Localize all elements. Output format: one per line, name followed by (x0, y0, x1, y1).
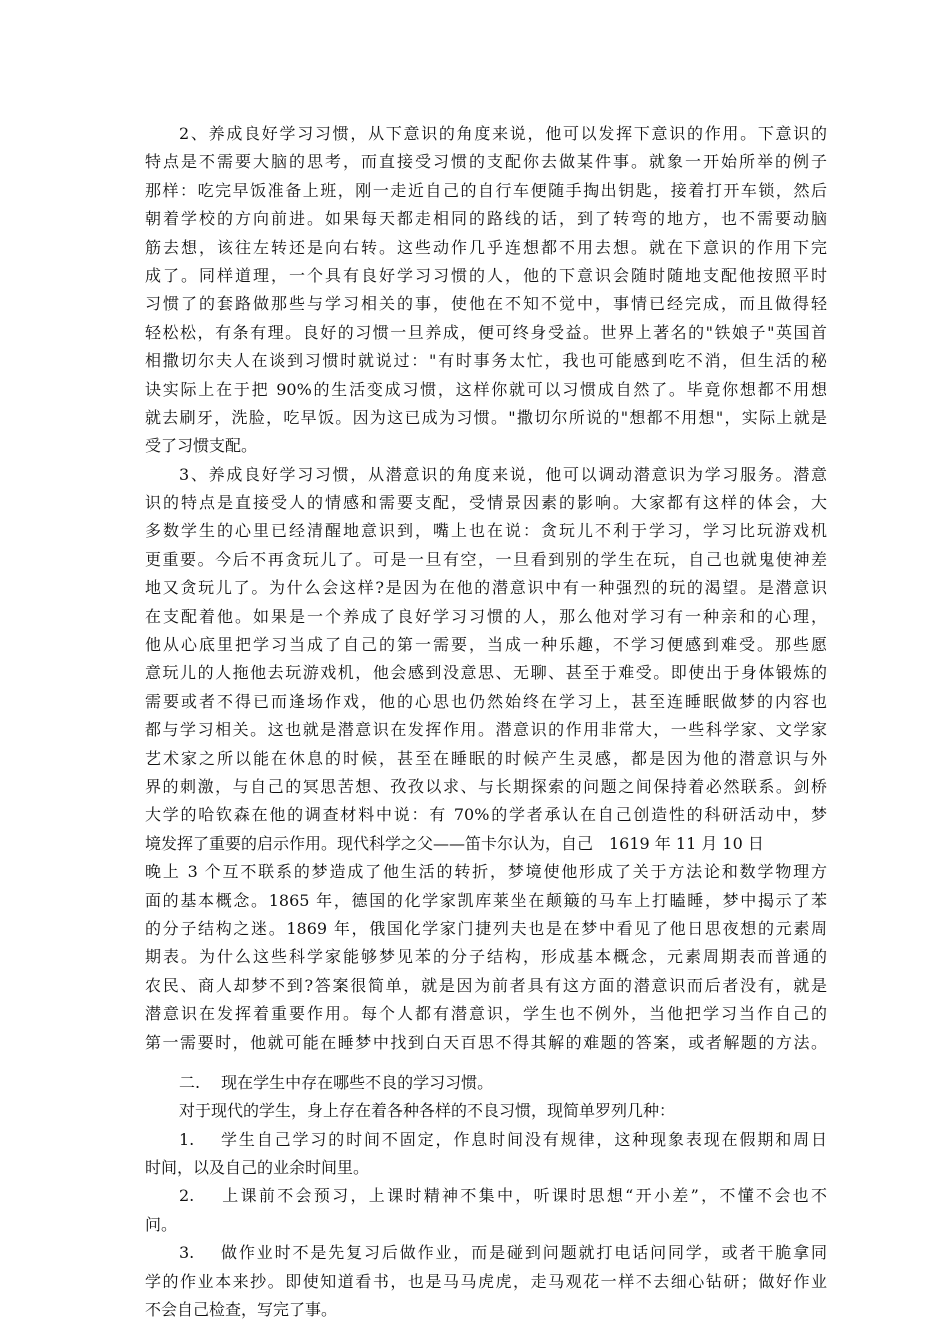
text-line: 地又贪玩儿了。为什么会这样?是因为在他的潜意识中有一种强烈的玩的渴望。是潜意识 (145, 578, 827, 598)
text-line: 3、养成良好学习习惯，从潜意识的角度来说，他可以调动潜意识为学习服务。潜意 (179, 464, 827, 484)
text-line: 多数学生的心里已经清醒地意识到，嘴上也在说：贪玩儿不利于学习，学习比玩游戏机 (145, 521, 827, 541)
text-line: 特点是不需要大脑的思考，而直接受习惯的支配你去做某件事。就象一开始所举的例子 (145, 152, 827, 172)
text-line: 界的刺激，与自己的冥思苦想、孜孜以求、与长期探索的问题之间保持着必然联系。剑桥 (145, 776, 827, 796)
text-line: 需要或者不得已而逢场作戏，他的心思也仍然始终在学习上，甚至连睡眠做梦的内容也 (145, 691, 827, 711)
text-line: 艺术家之所以能在休息的时候，甚至在睡眠的时候产生灵感，都是因为他的潜意识与外 (145, 748, 827, 768)
text-line: 都与学习相关。这也就是潜意识在发挥作用。潜意识的作用非常大，一些科学家、文学家 (145, 720, 827, 740)
text-line: 诀实际上在于把 90%的生活变成习惯，这样你就可以习惯成自然了。毕竟你想都不用想 (145, 379, 827, 399)
text-line: 的分子结构之迷。1869 年，俄国化学家门捷列夫也是在梦中看见了他日思夜想的元素周 (145, 918, 827, 938)
text-line: 对于现代的学生，身上存在着各种各样的不良习惯，现简单罗列几种： (179, 1101, 676, 1121)
text-line: 期表。为什么这些科学家能够梦见苯的分子结构，形成基本概念，元素周期表而普通的 (145, 947, 827, 967)
text-line: 识的特点是直接受人的情感和需要支配，受情景因素的影响。大家都有这样的体会，大 (145, 493, 827, 513)
text-line: 成了。同样道理，一个具有良好学习习惯的人，他的下意识会随时随地支配他按照平时 (145, 265, 827, 285)
text-line: 潜意识在发挥着重要作用。每个人都有潜意识，学生也不例外，当他把学习当作自己的 (145, 1004, 827, 1024)
text-line: 2. 上课前不会预习，上课时精神不集中，听课时思想“开小差”，不懂不会也不 (179, 1186, 827, 1206)
heading-line: 二. 现在学生中存在哪些不良的学习习惯。 (179, 1072, 494, 1092)
text-line: 不会自己检查，写完了事。 (145, 1300, 338, 1320)
text-line: 晚上 3 个互不联系的梦造成了他生活的转折，梦境使他形成了关于方法论和数学物理方 (145, 862, 827, 882)
text-line: 习惯了的套路做那些与学习相关的事，使他在不知不觉中，事情已经完成，而且做得轻 (145, 294, 827, 314)
text-line: 轻松松，有条有理。良好的习惯一旦养成，便可终身受益。世界上著名的"铁娘子"英国首 (145, 322, 827, 342)
text-line: 第一需要时，他就可能在睡梦中找到白天百思不得其解的难题的答案，或者解题的方法。 (145, 1032, 827, 1052)
text-line: 就去刷牙，洗脸，吃早饭。因为这已成为习惯。"撒切尔所说的"想都不用想"，实际上就是 (145, 407, 827, 427)
text-line: 2、养成良好学习习惯，从下意识的角度来说，他可以发挥下意识的作用。下意识的 (179, 124, 827, 143)
text-line: 受了习惯支配。 (145, 436, 258, 456)
text-line: 朝着学校的方向前进。如果每天都走相同的路线的话，到了转弯的地方，也不需要动脑 (145, 209, 827, 229)
text-line: 在支配着他。如果是一个养成了良好学习习惯的人，那么他对学习有一种亲和的心理， (145, 606, 827, 626)
text-line: 筋去想，该往左转还是向右转。这些动作几乎连想都不用去想。就在下意识的作用下完 (145, 237, 827, 257)
text-line: 他从心底里把学习当成了自己的第一需要，当成一种乐趣，不学习便感到难受。那些愿 (145, 635, 827, 655)
text-line: 学的作业本来抄。即使知道看书，也是马马虎虎，走马观花一样不去细心钻研；做好作业 (145, 1271, 827, 1291)
list-item-1 (145, 1126, 827, 1183)
paragraph-intro (145, 1097, 827, 1125)
list-item-3 (145, 1239, 827, 1324)
text-line: 3. 做作业时不是先复习后做作业，而是碰到问题就打电话问同学，或者干脆拿同 (179, 1243, 827, 1263)
text-line: 农民、商人却梦不到?答案很简单，就是因为前者具有这方面的潜意识而后者没有，就是 (145, 975, 827, 995)
section-heading (145, 1069, 827, 1097)
document-page (145, 120, 827, 1324)
paragraph-gap (145, 1057, 827, 1069)
text-line: 境发挥了重要的启示作用。现代科学之父——笛卡尔认为，自己 1619 年 11 月 10 日 (145, 833, 764, 853)
paragraph-subconscious-habit (145, 120, 827, 461)
paragraph-latent-habit (145, 461, 827, 1057)
text-line: 面的基本概念。1865 年，德国的化学家凯库莱坐在颠簸的马车上打瞌睡，梦中揭示了苯 (145, 890, 827, 910)
list-item-2 (145, 1182, 827, 1239)
text-line: 大学的哈钦森在他的调查材料中说：有 70%的学者承认在自己创造性的科研活动中，梦 (145, 805, 827, 825)
text-line: 更重要。今后不再贪玩儿了。可是一旦有空，一旦看到别的学生在玩，自己也就鬼使神差 (145, 549, 827, 569)
text-line: 1. 学生自己学习的时间不固定，作息时间没有规律，这种现象表现在假期和周日 (179, 1129, 827, 1149)
text-line: 意玩儿的人拖他去玩游戏机，他会感到没意思、无聊、甚至于难受。即使出于身体锻炼的 (145, 663, 827, 683)
text-line: 那样：吃完早饭准备上班，刚一走近自己的自行车便随手掏出钥匙，接着打开车锁，然后 (145, 180, 827, 200)
text-line: 相撒切尔夫人在谈到习惯时就说过："有时事务太忙，我也可能感到吃不消，但生活的秘 (145, 351, 827, 371)
text-line: 时间，以及自己的业余时间里。 (145, 1158, 370, 1178)
text-line: 问。 (145, 1214, 178, 1234)
